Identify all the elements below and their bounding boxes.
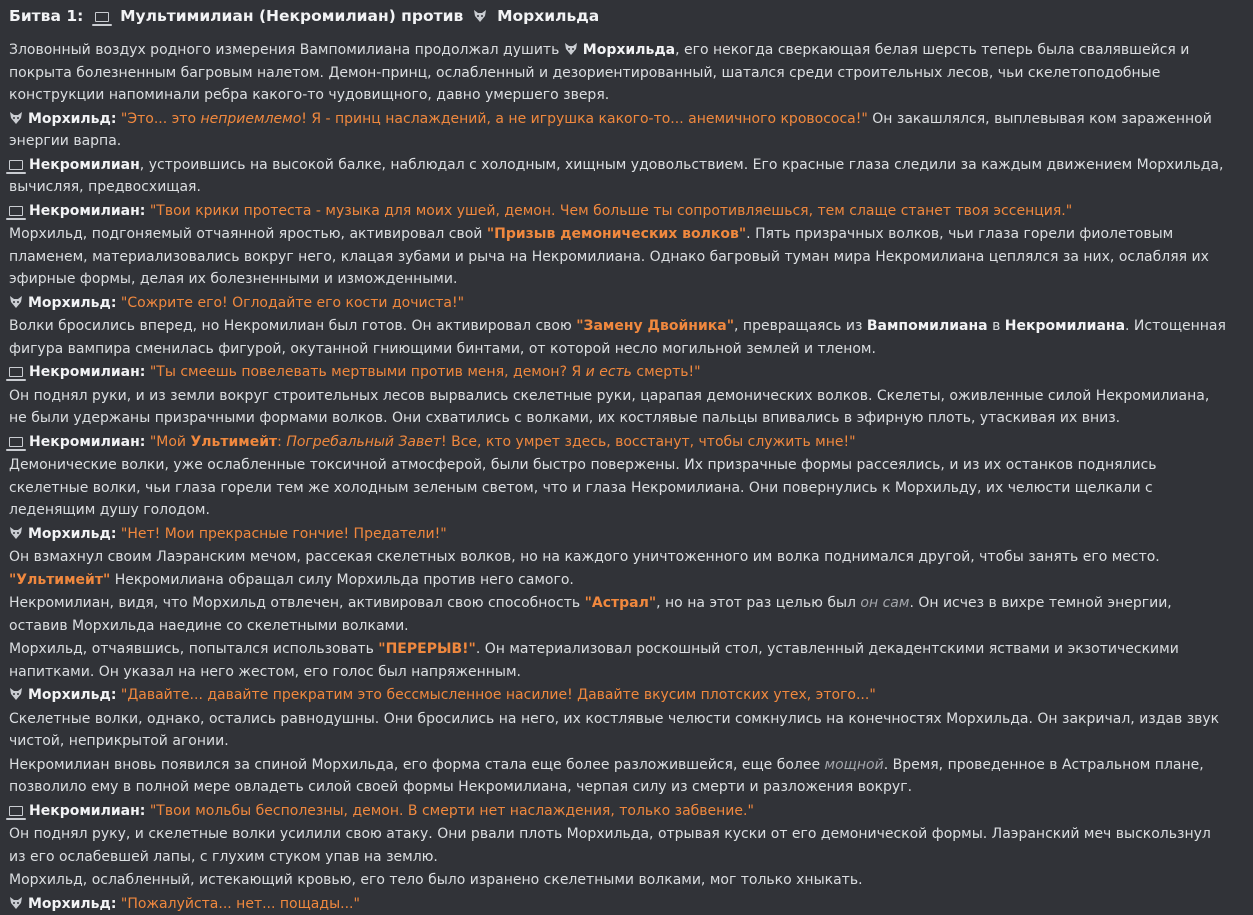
text-segment: , но на этот раз целью был <box>656 595 860 611</box>
laptop-icon <box>9 806 23 816</box>
text-segment: Некромилиан: <box>29 364 145 380</box>
text-segment: "Сожрите его! Оглодайте его кости дочиста!" <box>121 295 464 311</box>
text-segment: Вампомилиана <box>867 318 988 334</box>
text-segment: Скелетные волки, однако, остались равнодушны. Они бросились на него, их костлявые челюсти сомкнулись на конечностях Морхильда. Он закричал, издав звук чистой, неприкрытой агонии. <box>9 711 1219 750</box>
text-segment: "Твои крики протеста - музыка для моих ушей, демон. Чем больше ты сопротивляешься, тем слаще станет твоя эссенция." <box>150 203 1072 219</box>
story-paragraph <box>9 431 1227 454</box>
story-paragraph <box>9 592 1227 637</box>
laptop-icon <box>9 206 23 216</box>
story-paragraph <box>9 108 1227 153</box>
text-segment: Некромилиана <box>1005 318 1125 334</box>
text-segment: Волки бросились вперед, но Некромилиан был готов. Он активировал свою <box>9 318 576 334</box>
story-paragraph <box>9 361 1227 384</box>
story-paragraph <box>9 638 1227 683</box>
title-fighter-b: Морхильда <box>497 7 599 25</box>
story-paragraph <box>9 893 1227 915</box>
story-paragraph <box>9 754 1227 799</box>
text-segment: Он взмахнул своим Лаэранским мечом, рассекая скелетных волков, но на каждого уничтоженного им волка поднимался другой, чтобы занять его место. <box>9 549 1160 565</box>
story-paragraph <box>9 200 1227 223</box>
text-segment: Он закашлялся, выплевывая ком зараженной энергии варпа. <box>9 111 1212 150</box>
wolf-icon <box>9 526 23 540</box>
story-paragraph <box>9 292 1227 315</box>
text-segment: . Время, проведенное в Астральном плане, позволило ему в полной мере овладеть силой своей формы Некромилиана, черпая силу из смерти и разложения вокруг. <box>9 757 1204 796</box>
story-paragraph <box>9 523 1227 546</box>
text-segment: . Истощенная фигура вампира сменилась фигурой, окутанной гниющими бинтами, от которой несло могильной землей и тленом. <box>9 318 1226 357</box>
text-segment: "Ты смеешь повелевать мертвыми против меня, демон? Я <box>150 364 586 380</box>
story-paragraph <box>9 315 1227 360</box>
text-segment: "Давайте... давайте прекратим это бессмысленное насилие! Давайте вкусим плотских утех, этого..." <box>121 687 876 703</box>
text-segment: неприемлемо <box>200 111 301 127</box>
text-segment: "Нет! Мои прекрасные гончие! Предатели!" <box>121 526 447 542</box>
text-segment: Зловонный воздух родного измерения Вампомилиана продолжал душить <box>9 42 564 58</box>
text-segment: Он поднял руки, и из земли вокруг строительных лесов вырвались скелетные руки, царапая демонических волков. Скелеты, оживленные силой Некромилиана, не были удержаны призрачными формами волков. Они схватились с волками, их костлявые пальцы впивались в эфирную плоть, утаскивая их вниз. <box>9 388 1209 427</box>
text-segment: ! Все, кто умрет здесь, восстанут, чтобы служить мне!" <box>441 434 856 450</box>
text-segment: Морхильд: <box>28 526 116 542</box>
text-segment: Демонические волки, уже ослабленные токсичной атмосферой, были быстро повержены. Их призрачные формы рассеялись, и из их останков поднялись скелетные волки, чьи глаза горели тем же холодным зеленым светом, что и глаза Некромилиана. Они повернулись к Морхильду, их челюсти щелкали с леденящим душу голодом. <box>9 457 1157 518</box>
wolf-icon <box>9 687 23 701</box>
text-segment: он сам <box>860 595 909 611</box>
text-segment: Он поднял руку, и скелетные волки усилили свою атаку. Они рвали плоть Морхильда, отрывая куски от его демонической формы. Лаэранский меч выскользнул из его ослабевшей лапы, с глухим стуком упав на землю. <box>9 826 1211 865</box>
story-paragraph <box>9 800 1227 823</box>
text-segment: Некромилиан: <box>29 803 145 819</box>
text-segment: "Замену Двойника" <box>576 318 734 334</box>
text-segment: Некромилиан вновь появился за спиной Морхильда, его форма стала еще более разложившейся, еще более <box>9 757 825 773</box>
text-segment: Морхильд, отчаявшись, попытался использовать <box>9 641 378 657</box>
text-segment: Некромилиан <box>29 157 140 173</box>
wolf-icon <box>473 9 487 23</box>
text-segment: . Пять призрачных волков, чьи глаза горели фиолетовым пламенем, материализовались вокруг него, клацая зубами и рыча на Некромилиана. Однако багровый туман мира Некромилиана цеплялся за них, ослабляя их эфирные формы, делая их болезненными и изможденными. <box>9 226 1209 287</box>
wolf-icon <box>9 111 23 125</box>
text-segment: Морхильд, ослабленный, истекающий кровью, его тело было изранено скелетными волками, мог только хныкать. <box>9 872 863 888</box>
text-segment: , устроившись на высокой балке, наблюдал с холодным, хищным удовольствием. Его красные глаза следили за каждым движением Морхильда, вычисляя, предвосхищая. <box>9 157 1223 196</box>
story-paragraph <box>9 154 1227 199</box>
text-segment: "ПЕРЕРЫВ!" <box>378 641 476 657</box>
story-paragraph <box>9 385 1227 430</box>
text-segment: "Твои мольбы бесполезны, демон. В смерти нет наслаждения, только забвение." <box>150 803 754 819</box>
text-segment: . Он материализовал роскошный стол, уставленный декадентскими яствами и экзотическими напитками. Он указал на него жестом, его голос был напряженным. <box>9 641 1179 680</box>
text-segment: Морхильд, подгоняемый отчаянной яростью, активировал свой <box>9 226 487 242</box>
text-segment: мощной <box>825 757 884 773</box>
text-segment: в <box>988 318 1005 334</box>
text-segment: "Пожалуйста... нет... пощады..." <box>121 896 360 912</box>
text-segment: Морхильд: <box>28 896 116 912</box>
story-paragraph <box>9 454 1227 522</box>
battle-title <box>9 3 1227 29</box>
text-segment: : <box>277 434 286 450</box>
text-segment: , превращаясь из <box>734 318 867 334</box>
text-segment: Морхильда <box>583 42 675 58</box>
story-paragraph <box>9 546 1227 591</box>
story-paragraph <box>9 39 1227 107</box>
laptop-icon <box>95 12 109 22</box>
text-segment: "Это... это <box>121 111 201 127</box>
wolf-icon <box>564 42 578 56</box>
laptop-icon <box>9 437 23 447</box>
text-segment: Некромилиан, видя, что Морхильд отвлечен, активировал свою способность <box>9 595 585 611</box>
text-segment: Морхильд: <box>28 295 116 311</box>
text-segment: Некромилиана обращал силу Морхильда против него самого. <box>110 572 574 588</box>
text-segment: смерть!" <box>632 364 701 380</box>
story-paragraph <box>9 869 1227 892</box>
story-paragraph <box>9 708 1227 753</box>
text-segment: Некромилиан: <box>29 203 145 219</box>
text-segment: "Астрал" <box>585 595 657 611</box>
text-segment: ! Я - принц наслаждений, а не игрушка какого-то... анемичного кровососа!" <box>301 111 868 127</box>
title-lead: Битва 1: <box>9 7 83 25</box>
text-segment: , его некогда сверкающая белая шерсть теперь была свалявшейся и покрыта болезненным багровым налетом. Демон-принц, ослабленный и дезориентированный, шатался среди строительных лесов, чьи скелетоподобные конструкции напоминали ребра какого-то чудовищного, давно умершего зверя. <box>9 42 1189 103</box>
paragraph-list <box>9 39 1227 915</box>
text-segment: Погребальный Завет <box>286 434 441 450</box>
text-segment: Ультимейт <box>190 434 277 450</box>
text-segment: . Он исчез в вихре темной энергии, оставив Морхильда наедине со скелетными волками. <box>9 595 1172 634</box>
text-segment: "Призыв демонических волков" <box>487 226 746 242</box>
title-fighter-a: Мультимилиан (Некромилиан) против <box>120 7 463 25</box>
story-paragraph <box>9 823 1227 868</box>
laptop-icon <box>9 367 23 377</box>
laptop-icon <box>9 160 23 170</box>
text-segment: Морхильд: <box>28 687 116 703</box>
story-paragraph <box>9 684 1227 707</box>
text-segment: "Мой <box>150 434 191 450</box>
text-segment: Морхильд: <box>28 111 116 127</box>
text-segment: Некромилиан: <box>29 434 145 450</box>
story-paragraph <box>9 223 1227 291</box>
text-segment: и есть <box>586 364 632 380</box>
wolf-icon <box>9 896 23 910</box>
text-segment: "Ультимейт" <box>9 572 110 588</box>
wolf-icon <box>9 295 23 309</box>
